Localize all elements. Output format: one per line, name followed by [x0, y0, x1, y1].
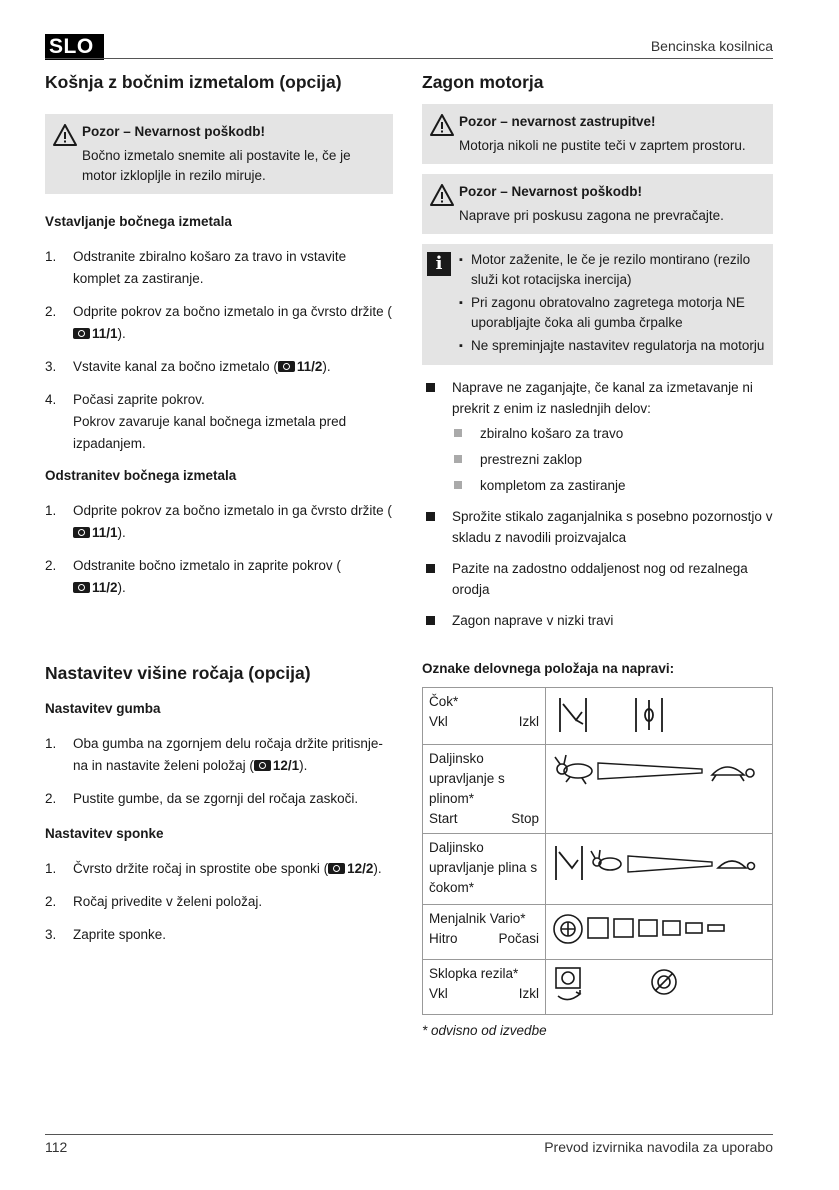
step-text: Odstranite bočno izmetalo in zaprite pokrov (: [73, 558, 341, 573]
speed-step: [708, 925, 724, 931]
step-item: [45, 500, 393, 544]
step-text: Odstranite zbiralno košaro za travo in vstavite komplet za zastiranje.: [73, 249, 347, 286]
marks-table: [422, 687, 773, 1015]
row-symbols: [546, 688, 773, 745]
step-item: [45, 555, 393, 599]
language-label: SLO: [45, 34, 104, 60]
warning-triangle-icon: [53, 124, 77, 146]
step-number: 1.: [45, 503, 57, 518]
blade-clutch-off-icon: [652, 970, 676, 994]
choke-icon: [556, 846, 582, 880]
choke-off-icon: [636, 698, 662, 732]
section-title-engine-start: Zagon motorja: [422, 72, 544, 92]
rabbit-icon: [591, 850, 621, 870]
step-text: Pustite gumbe, da se zgornji del ročaja zaskoči.: [73, 791, 359, 806]
step-number: 2.: [45, 304, 57, 319]
step-text: Čvrsto držite ročaj in sprostite obe sponki (: [73, 861, 329, 876]
row-label: Daljinsko upravljanje s plinom* Start Stop: [423, 745, 546, 834]
step-text-end: ).: [299, 758, 308, 773]
sub-bullet-item: zbiralno košaro za travo: [452, 423, 773, 444]
warning-text: Naprave pri poskusu zagona ne prevračajte.: [459, 208, 724, 223]
wheel-icon: [554, 915, 582, 943]
warning-text: Motorja nikoli ne pustite teči v zaprtem prostoru.: [459, 138, 746, 153]
step-number: 1.: [45, 861, 57, 876]
camera-icon: [73, 328, 90, 339]
figure-ref: 11/1: [73, 525, 118, 540]
step-item: [45, 356, 393, 378]
row-label: Daljinsko upravljanje plina s čokom*: [423, 834, 546, 905]
choke-on-icon: [560, 698, 586, 732]
steps-insert: [45, 246, 393, 455]
warning-triangle-icon: [430, 114, 454, 136]
figure-ref: 12/2: [328, 861, 373, 876]
step-item: [45, 924, 393, 946]
step-number: 2.: [45, 894, 57, 909]
subheading-insert: Vstavljanje bočnega izmetala: [45, 214, 232, 229]
right-column: [422, 70, 773, 1041]
table-row: [423, 960, 773, 1015]
subheading-clip: Nastavitev sponke: [45, 826, 164, 841]
step-number: 2.: [45, 791, 57, 806]
turtle-icon: [712, 767, 754, 781]
step-item: [45, 858, 393, 880]
figure-ref: 12/1: [254, 758, 299, 773]
step-text-end: ).: [373, 861, 382, 876]
subheading-knob: Nastavitev gumba: [45, 701, 161, 716]
steps-knob: [45, 733, 393, 810]
info-item: ▪ Motor zaženite, le če je rezilo montirano (rezilo služi kot rotacijska inercija): [459, 250, 765, 290]
row-label: Čok* Vkl Izkl: [423, 688, 546, 745]
info-list: [459, 250, 765, 356]
steps-clip: [45, 858, 393, 946]
bullet-item: Zagon naprave v nizki travi: [422, 610, 773, 631]
speed-step: [663, 921, 680, 935]
warning-triangle-icon: [430, 184, 454, 206]
step-item: [45, 389, 393, 455]
row-label: Sklopka rezila* Vkl Izkl: [423, 960, 546, 1015]
step-number: 3.: [45, 927, 57, 942]
sub-bullet-item: kompletom za zastiranje: [452, 475, 773, 496]
rabbit-icon: [555, 755, 592, 784]
row-label: Menjalnik Vario* Hitro Počasi: [423, 905, 546, 960]
speed-step: [686, 923, 702, 933]
steps-remove: [45, 500, 393, 599]
row-symbols: [546, 834, 773, 905]
footnote: * odvisno od izvedbe: [422, 1023, 547, 1038]
step-number: 1.: [45, 736, 57, 751]
speed-step: [588, 918, 608, 938]
camera-icon: [73, 582, 90, 593]
figure-ref: 11/1: [73, 326, 118, 341]
step-number: 2.: [45, 558, 57, 573]
info-item: ▪ Pri zagonu obratovalno zagretega motorja NE uporabljajte čoka ali gumba črpalke: [459, 293, 765, 333]
info-box: [422, 244, 773, 365]
step-text: Ročaj privedite v želeni položaj.: [73, 894, 263, 909]
figure-ref: 11/2: [278, 359, 323, 374]
warning-title: Pozor – Nevarnost poškodb!: [82, 124, 266, 139]
info-item: ▪ Ne spreminjajte nastavitev regulatorja na motorju: [459, 336, 765, 356]
step-number: 3.: [45, 359, 57, 374]
step-text: Odprite pokrov za bočno izmetalo in ga čvrsto držite (: [73, 304, 392, 319]
warning-box-injury: [45, 114, 393, 194]
step-text: Počasi zaprite pokrov.: [73, 392, 205, 407]
table-row: [423, 905, 773, 960]
sub-bullet-list: [452, 423, 773, 496]
speed-step: [639, 920, 657, 936]
speed-wedge: [598, 763, 702, 779]
warning-box-injury: [422, 174, 773, 234]
sub-bullet-item: prestrezni zaklop: [452, 449, 773, 470]
step-item: [45, 301, 393, 345]
subheading-remove: Odstranitev bočnega izmetala: [45, 468, 237, 483]
step-item: [45, 891, 393, 913]
warning-text: Bočno izmetalo snemite ali postavite le, če je motor izklopljle in rezilo miruje.: [82, 148, 351, 183]
section-title-handle: Nastavitev višine ročaja (opcija): [45, 663, 311, 683]
warning-title: Pozor – nevarnost zastrupitve!: [459, 114, 656, 129]
turtle-icon: [718, 861, 755, 870]
info-icon: i: [427, 252, 451, 276]
bullet-item: Sprožite stikalo zaganjalnika s posebno pozornostjo v skladu z navodili proizvajalca: [422, 506, 773, 548]
step-item: [45, 733, 393, 777]
row-symbols: [546, 905, 773, 960]
row-symbols: [546, 960, 773, 1015]
camera-icon: [328, 863, 345, 874]
step-item: [45, 788, 393, 810]
step-text-end: ).: [117, 580, 126, 595]
footer-divider: [45, 1134, 773, 1135]
step-number: 1.: [45, 249, 57, 264]
step-text: Vstavite kanal za bočno izmetalo (: [73, 359, 278, 374]
left-column: [45, 70, 393, 957]
camera-icon: [73, 527, 90, 538]
step-text-end: ).: [117, 525, 126, 540]
table-row: [423, 745, 773, 834]
header-divider: [45, 58, 773, 59]
step-item: [45, 246, 393, 290]
warning-title: Pozor – Nevarnost poškodb!: [459, 184, 643, 199]
step-text: Oba gumba na zgornjem delu ročaja držite pritisnje-na in nastavite želeni položaj (: [73, 736, 383, 773]
camera-icon: [278, 361, 295, 372]
step-text: Odprite pokrov za bočno izmetalo in ga čvrsto držite (: [73, 503, 392, 518]
marks-heading: Oznake delovnega položaja na napravi:: [422, 661, 675, 676]
section-title-side-discharge: Košnja z bočnim izmetalom (opcija): [45, 72, 342, 92]
step-extra-text: Pokrov zavaruje kanal bočnega izmetala pred izpadanjem.: [73, 414, 347, 451]
camera-icon: [254, 760, 271, 771]
warning-box-poisoning: [422, 104, 773, 164]
step-number: 4.: [45, 392, 57, 407]
speed-wedge: [628, 856, 712, 872]
start-bullets: [422, 377, 773, 631]
table-row: [423, 834, 773, 905]
footer-text: Prevod izvirnika navodila za uporabo: [544, 1139, 773, 1155]
row-symbols: [546, 745, 773, 834]
step-text-end: ).: [322, 359, 331, 374]
figure-ref: 11/2: [73, 580, 118, 595]
page-number: 112: [45, 1139, 68, 1155]
step-text: Zaprite sponke.: [73, 927, 167, 942]
bullet-item: Naprave ne zaganjajte, če kanal za izmetavanje ni prekrit z enim iz naslednjih delov: zbiralno košaro za travo prestrezni zaklop kompletom za zastiranje: [422, 377, 773, 496]
bullet-item: Pazite na zadostno oddaljenost nog od rezalnega orodja: [422, 558, 773, 600]
document-title: Bencinska kosilnica: [650, 38, 773, 54]
speed-step: [614, 919, 633, 937]
table-row: [423, 688, 773, 745]
step-text-end: ).: [117, 326, 126, 341]
blade-clutch-on-icon: [556, 968, 580, 1000]
